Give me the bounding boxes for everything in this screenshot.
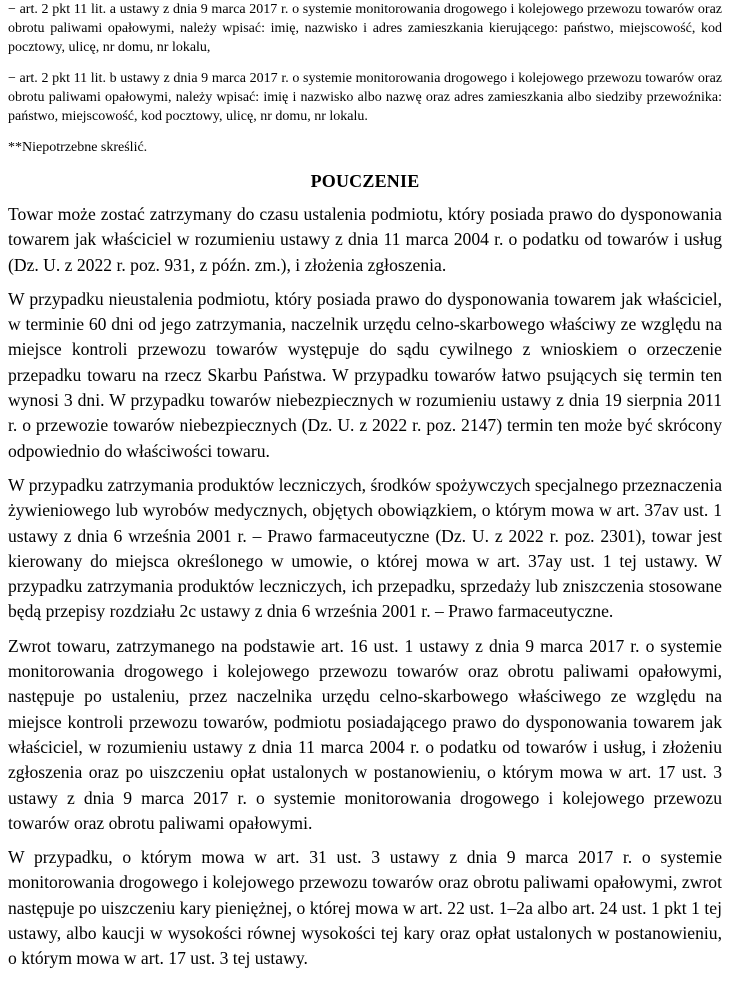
section-heading: POUCZENIE (310, 171, 420, 191)
paragraph-medicinal-products: W przypadku zatrzymania produktów leczniczych, środków spożywczych specjalnego przeznaczenia żywieniowego lub wyrobów medycznych, objętych obowiązkiem, o którym mowa w art. 37av ust. 1 ustawy z dnia 6 września 2001 r. – Prawo farmaceutyczne (Dz. U. z 2022 r. poz. 2301), towar jest kierowany do miejsca określonego w umowie, o której mowa w art. 37ay ust. 1 tej ustawy. W przypadku zatrzymania produktów leczniczych, ich przepadku, sprzedaży lub zniszczenia stosowane będą przepisy rozdziału 2c ustawy z dnia 6 września 2001 r. – Prawo farmaceutyczne. (8, 474, 722, 622)
document-page (8, 0, 722, 981)
footnote: **Niepotrzebne skreślić. (8, 140, 148, 155)
paragraph-detention: Towar może zostać zatrzymany do czasu ustalenia podmiotu, który posiada prawo do dysponowania towarem jak właściciel w rozumieniu ustawy z dnia 11 marca 2004 r. o podatku od towarów i usług (Dz. U. z 2022 r. poz. 931, z późn. zm.), i złożenia zgłoszenia. (8, 204, 722, 275)
note-item-b: − art. 2 pkt 11 lit. b ustawy z dnia 9 marca 2017 r. o systemie monitorowania drogowego i kolejowego przewozu towarów oraz obrotu paliwami opałowymi, należy wpisać: imię i nazwisko albo nazwę oraz adres zamieszkania albo siedziby przewoźnika: państwo, miejscowość, kod pocztowy, ulicę, nr domu, nr lokalu. (8, 71, 722, 124)
paragraph-return-of-goods: Zwrot towaru, zatrzymanego na podstawie art. 16 ust. 1 ustawy z dnia 9 marca 2017 r. o systemie monitorowania drogowego i kolejowego przewozu towarów oraz obrotu paliwami opałowymi, następuje po ustaleniu, przez naczelnika urzędu celno-skarbowego właściwego ze względu na miejsce kontroli przewozu towarów, podmiotu posiadającego prawo do dysponowania towarem jak właściciel, w rozumieniu ustawy z dnia 11 marca 2004 r. o podatku od towarów i usług, i złożeniu zgłoszenia oraz po uiszczeniu opłat ustalonych w postanowieniu, o którym mowa w art. 17 ust. 3 ustawy z dnia 9 marca 2017 r. o systemie monitorowania drogowego i kolejowego przewozu towarów oraz obrotu paliwami opałowymi. (8, 635, 722, 833)
note-item-a: − art. 2 pkt 11 lit. a ustawy z dnia 9 marca 2017 r. o systemie monitorowania drogowego i kolejowego przewozu towarów oraz obrotu paliwami opałowymi, należy wpisać: imię, nazwisko i adres zamieszkania kierującego: państwo, miejscowość, kod pocztowy, ulicę, nr domu, nr lokalu, (8, 2, 722, 55)
paragraph-forfeiture: W przypadku nieustalenia podmiotu, który posiada prawo do dysponowania towarem jak właściciel, w terminie 60 dni od jego zatrzymania, naczelnik urzędu celno-skarbowego właściwy ze względu na miejsce kontroli przewozu towarów występuje do sądu cywilnego z wnioskiem o orzeczenie przepadku towaru na rzecz Skarbu Państwa. W przypadku towarów łatwo psujących się termin ten wynosi 3 dni. W przypadku towarów niebezpiecznych w rozumieniu ustawy z dnia 19 sierpnia 2011 r. o przewozie towarów niebezpiecznych (Dz. U. z 2022 r. poz. 2147) termin ten może być skrócony odpowiednio do właściwości towaru. (8, 288, 722, 461)
paragraph-penalty-return: W przypadku, o którym mowa w art. 31 ust. 3 ustawy z dnia 9 marca 2017 r. o systemie monitorowania drogowego i kolejowego przewozu towarów oraz obrotu paliwami opałowymi, zwrot następuje po uiszczeniu kary pieniężnej, o której mowa w art. 22 ust. 1–2a albo art. 24 ust. 1 pkt 1 tej ustawy, albo kaucji w wysokości równej wysokości tej kary oraz opłat ustalonych w postanowieniu, o którym mowa w art. 17 ust. 3 tej ustawy. (8, 847, 722, 969)
